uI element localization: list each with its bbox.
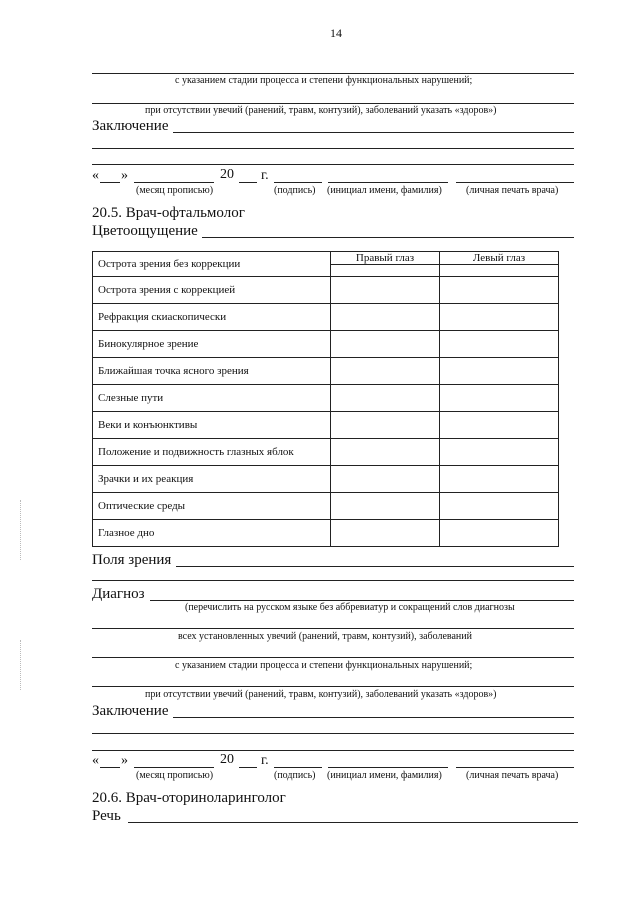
right-eye-cell[interactable]	[331, 385, 440, 412]
caption-signature: (подпись)	[274, 770, 316, 781]
conclusion-line[interactable]	[173, 717, 574, 718]
left-eye-cell[interactable]	[440, 277, 559, 304]
scan-edge-mark	[20, 500, 21, 560]
table-row	[93, 466, 559, 493]
conclusion-line[interactable]	[173, 132, 574, 133]
left-eye-cell[interactable]	[440, 412, 559, 439]
diagnosis-label: Диагноз	[92, 586, 145, 602]
diagnosis-line[interactable]	[150, 600, 574, 601]
right-eye-cell[interactable]	[331, 304, 440, 331]
conclusion-label: Заключение	[92, 703, 169, 719]
row-label: Бинокулярное зрение	[93, 331, 331, 358]
year-line[interactable]	[239, 182, 257, 183]
table-row	[93, 277, 559, 304]
caption-healthy: при отсутствии увечий (ранений, травм, контузий), заболеваний указать «здоров»)	[145, 105, 497, 116]
table-row	[93, 493, 559, 520]
caption-stamp: (личная печать врача)	[466, 770, 559, 781]
row-label: Оптические среды	[93, 493, 331, 520]
fill-line	[92, 103, 574, 104]
day-line[interactable]	[100, 767, 120, 768]
table-row	[93, 520, 559, 547]
table-row	[93, 358, 559, 385]
right-eye-cell[interactable]	[331, 358, 440, 385]
row-label: Слезные пути	[93, 385, 331, 412]
date-quote-close: »	[121, 168, 128, 183]
row-label: Веки и конъюнктивы	[93, 412, 331, 439]
fill-line	[92, 733, 574, 734]
left-eye-cell[interactable]	[440, 520, 559, 547]
date-quote-open: «	[92, 168, 99, 183]
caption-initials: (инициал имени, фамилия)	[327, 185, 442, 196]
right-eye-cell[interactable]	[331, 466, 440, 493]
fill-line	[92, 686, 574, 687]
left-eye-cell[interactable]	[440, 252, 559, 277]
left-eye-cell[interactable]	[440, 466, 559, 493]
speech-line[interactable]	[128, 822, 578, 823]
table-row	[93, 412, 559, 439]
caption-list: (перечислить на русском языке без аббревиатур и сокращений слов диагнозы	[185, 602, 515, 613]
year-prefix: 20	[220, 752, 234, 767]
left-eye-cell[interactable]	[440, 358, 559, 385]
right-eye-cell[interactable]	[331, 277, 440, 304]
table-row	[93, 331, 559, 358]
table-row	[93, 304, 559, 331]
fill-line	[92, 73, 574, 74]
stamp-line[interactable]	[456, 182, 574, 183]
color-perception-line[interactable]	[202, 237, 574, 238]
caption-signature: (подпись)	[274, 185, 316, 196]
row-label: Острота зрения с коррекцией	[93, 277, 331, 304]
fill-line	[92, 580, 574, 581]
row-label: Положение и подвижность глазных яблок	[93, 439, 331, 466]
date-quote-close: »	[121, 753, 128, 768]
left-eye-cell[interactable]	[440, 331, 559, 358]
right-eye-cell[interactable]	[331, 520, 440, 547]
year-suffix: г.	[261, 168, 269, 183]
signature-line[interactable]	[274, 182, 322, 183]
fill-line	[92, 164, 574, 165]
section-heading-otolaryngologist: 20.6. Врач-оториноларинголог	[92, 790, 286, 806]
left-eye-cell[interactable]	[440, 439, 559, 466]
right-eye-cell[interactable]	[331, 439, 440, 466]
date-quote-open: «	[92, 753, 99, 768]
table-row	[93, 252, 559, 277]
row-label: Ближайшая точка ясного зрения	[93, 358, 331, 385]
visual-field-label: Поля зрения	[92, 552, 172, 568]
column-header-right-eye: Правый глаз	[331, 252, 439, 265]
conclusion-label: Заключение	[92, 118, 169, 134]
eye-exam-table	[92, 251, 559, 547]
column-header-left-eye: Левый глаз	[440, 252, 558, 265]
visual-field-line[interactable]	[176, 566, 574, 567]
left-eye-cell[interactable]	[440, 304, 559, 331]
fill-line	[92, 628, 574, 629]
scan-edge-mark	[20, 640, 21, 690]
fill-line	[92, 750, 574, 751]
table-row	[93, 385, 559, 412]
right-eye-cell[interactable]	[331, 331, 440, 358]
row-label: Рефракция скиаскопически	[93, 304, 331, 331]
day-line[interactable]	[100, 182, 120, 183]
section-heading-ophthalmologist: 20.5. Врач-офтальмолог	[92, 205, 245, 221]
row-label: Зрачки и их реакция	[93, 466, 331, 493]
left-eye-cell[interactable]	[440, 493, 559, 520]
caption-all: всех установленных увечий (ранений, травм, контузий), заболеваний	[178, 631, 472, 642]
left-eye-cell[interactable]	[440, 385, 559, 412]
signature-line[interactable]	[274, 767, 322, 768]
right-eye-cell[interactable]	[331, 493, 440, 520]
page-number: 14	[330, 26, 342, 40]
year-suffix: г.	[261, 753, 269, 768]
row-label: Глазное дно	[93, 520, 331, 547]
table-row	[93, 439, 559, 466]
color-perception-label: Цветоощущение	[92, 223, 198, 239]
month-line[interactable]	[134, 767, 214, 768]
month-line[interactable]	[134, 182, 214, 183]
speech-label: Речь	[92, 808, 121, 824]
right-eye-cell[interactable]	[331, 412, 440, 439]
caption-stage: с указанием стадии процесса и степени функциональных нарушений;	[175, 660, 473, 671]
caption-healthy: при отсутствии увечий (ранений, травм, контузий), заболеваний указать «здоров»)	[145, 689, 497, 700]
caption-month: (месяц прописью)	[136, 185, 214, 196]
caption-stage: с указанием стадии процесса и степени функциональных нарушений;	[175, 75, 473, 86]
caption-stamp: (личная печать врача)	[466, 185, 559, 196]
right-eye-cell[interactable]	[331, 252, 440, 277]
caption-initials: (инициал имени, фамилия)	[327, 770, 442, 781]
fill-line	[92, 657, 574, 658]
initials-line[interactable]	[328, 767, 448, 768]
caption-month: (месяц прописью)	[136, 770, 214, 781]
year-prefix: 20	[220, 167, 234, 182]
initials-line[interactable]	[328, 182, 448, 183]
stamp-line[interactable]	[456, 767, 574, 768]
fill-line	[92, 148, 574, 149]
year-line[interactable]	[239, 767, 257, 768]
row-label: Острота зрения без коррекции	[93, 252, 331, 277]
